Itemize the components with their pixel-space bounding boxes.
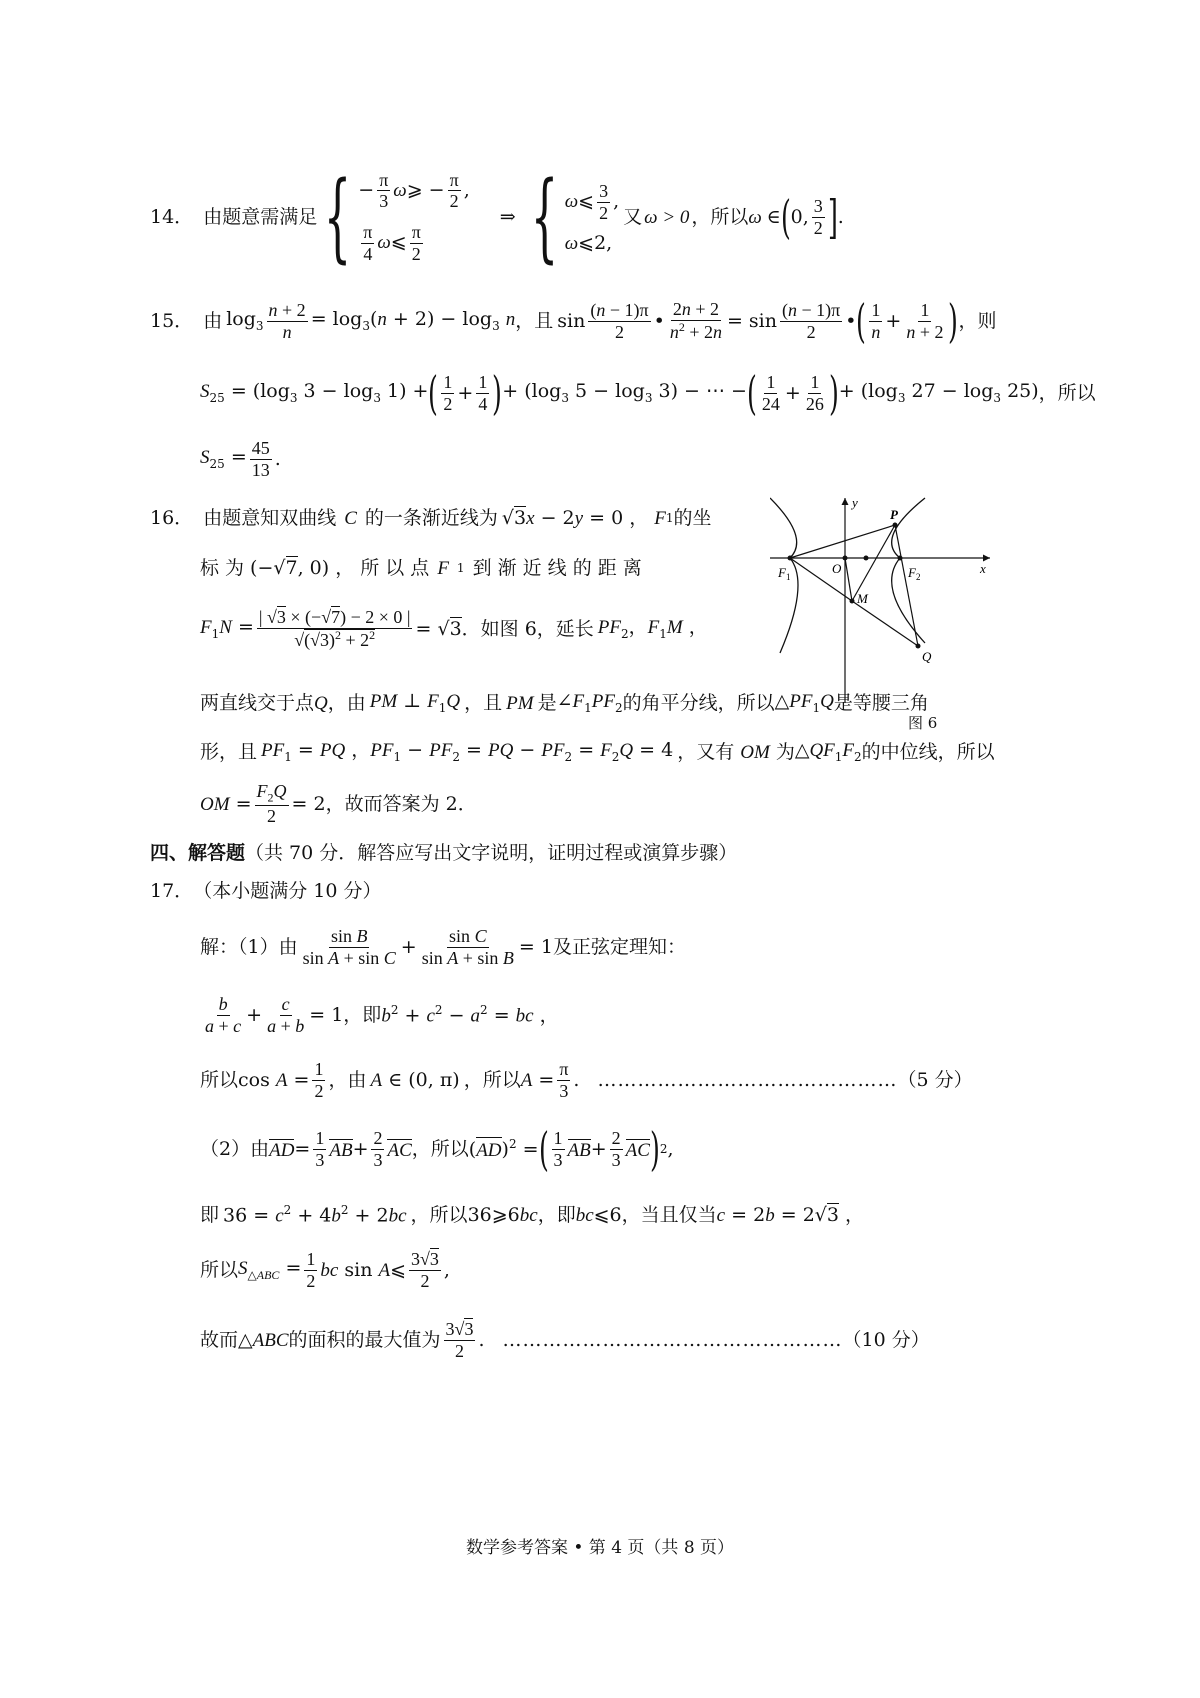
- q16-text-1: 由题意知双曲线: [203, 506, 337, 529]
- q16-text-6b: ，故而答案为 2．: [325, 792, 477, 815]
- q17-line-7: 故而 △ABC 的面积的最大值为 $\frac{3√3}{2}$ . …………………………………………… （10 分）: [200, 1318, 930, 1361]
- q16-text-2b: ， 所 以 点: [335, 556, 430, 579]
- point-F2: [898, 556, 903, 561]
- q17-sol-4a: （2）由: [200, 1137, 270, 1160]
- q17-line-3: 所以 cos A = $\frac{1}{2}$ ，由 A ∈ (0, π) ，所以 A = $\frac{\pi}{3}$ . ……………………………………… （5 分）: [200, 1058, 973, 1101]
- q16-text-5d: 的中位线，所以: [861, 740, 995, 763]
- q14-result: ω ∈: [748, 206, 781, 228]
- q17-sol-6a: 所以: [200, 1258, 239, 1281]
- q17-sol-5d: ，当且仅当: [621, 1203, 717, 1226]
- label-y: y: [852, 495, 858, 510]
- q17-line-4: （2）由 AD = $\frac{1}{3}$ AB + $\frac{2}{3}$ AC ，所以 (AD)$^2$ = ( $\frac{1}{3}$ AB + $\frac{2}{3}$ AC ) 2 ,: [200, 1122, 674, 1176]
- q17-sol-7a: 故而: [200, 1328, 239, 1351]
- section-4-heading: [150, 838, 737, 868]
- q17-sol-5a: 即: [200, 1203, 220, 1226]
- q17-line-2: $\frac{b}{a + c}$ + $\frac{c}{a + b}$ = 1 ，即 $b^2 + c^2 - a^2$ = bc ，: [205, 993, 559, 1036]
- point-F1: [788, 556, 793, 561]
- q16-line-3: $F_1N$ = $\frac{| √3 \times (-√7) - 2 \times 0 |}{√(√3)^2 + 2^2}$ = √3 ．如图 6，延长 $PF_2$，$F_1M$ ，: [200, 607, 708, 650]
- q15-number: 15．: [150, 309, 194, 332]
- q17-sol-3c: ，所以: [463, 1068, 521, 1091]
- q15-by: 由: [203, 309, 223, 332]
- q17-sol-2: ，即: [343, 1003, 382, 1026]
- q17-points: （本小题满分 10 分）: [193, 879, 382, 902]
- label-O: O: [832, 561, 842, 576]
- q17-number: 17．: [150, 879, 194, 902]
- label-F2: F: [908, 565, 916, 580]
- q16-text-4b: ，由: [327, 691, 366, 714]
- q16-text-4d: 是: [537, 691, 557, 714]
- q15-line-1: 15． 由 $\log_3$ $\frac{n + 2}{n}$ = $\log_3(n + 2) - \log_3 n$ ，且 sin $\frac{(n - 1)\pi}{2}$ • $\frac{2n + 2}{n^2 + 2n}$ = sin $\frac{(n - 1)\pi}{2}$ • ( $\frac{1}{n}$ + $\frac{1}{n + 2}$ ) ，则: [150, 294, 997, 348]
- segment-MQ: [852, 601, 918, 646]
- q16-text-4: 两直线交于点: [200, 691, 315, 714]
- page-footer: 数学参考答案 • 第 4 页（共 8 页）: [465, 1538, 735, 1558]
- q17-sol-5b: ，所以: [410, 1203, 468, 1226]
- q16-text-4c: ，且: [464, 691, 503, 714]
- q17-sol-1b: 及正弦定理知：: [552, 935, 686, 958]
- q17-dots-2: ……………………………………………: [502, 1328, 843, 1351]
- section-4-note: （共 70 分．解答应写出文字说明，证明过程或演算步骤）: [245, 841, 738, 864]
- q17-sol-1a: 解：（1）由: [200, 935, 298, 958]
- q17-line-6: 所以 $S_{\triangle ABC}$ = $\frac{1}{2}$ bc sin A⩽ $\frac{3√3}{2}$ ,: [200, 1248, 450, 1291]
- label-F1: F: [778, 565, 786, 580]
- segment-PQ: [895, 525, 918, 646]
- q15-and: ，且: [515, 309, 554, 332]
- q16-number: 16．: [150, 506, 194, 529]
- q16-text-4e: 的角平分线，所以: [622, 691, 775, 714]
- section-4-title: 四、解答题: [150, 841, 246, 864]
- q17-score-2: （10 分）: [842, 1328, 930, 1351]
- q15-line-2: $S_{25} = (\log_3$ $3 - \log_3 1$) + ( $\frac{1}{2}$ + $\frac{1}{4}$ ) + ($\log_3$ $5 - \log_3 3$) − ⋯ − ( $\frac{1}{24}$ + $\frac{1}{26}$ ) + ($\log_3$ $27 - \log_3 25$) ，所以: [200, 366, 1096, 420]
- q14-number: 14．: [150, 205, 194, 228]
- q17-header: [150, 876, 381, 906]
- q17-dots-1: ………………………………………: [597, 1068, 898, 1091]
- point-M: [850, 599, 855, 604]
- point-O: [843, 556, 848, 561]
- q15-so: ，所以: [1038, 381, 1096, 404]
- point-P: [893, 523, 898, 528]
- q16-text-5c: 为: [775, 740, 795, 763]
- q17-sol-5c: ，即: [537, 1203, 576, 1226]
- q17-sol-3a: 所以: [200, 1068, 239, 1091]
- q16-text-4f: 是等腰三角: [833, 691, 929, 714]
- q17-sol-7b: 的面积的最大值为: [288, 1328, 441, 1351]
- q17-line-1: 解：（1）由 $\frac{\text{sin B}}{\text{sin A + sin C}}$ + $\frac{\text{sin C}}{\text{sin A + sin B}}$ = 1 及正弦定理知：: [200, 925, 686, 968]
- q14-right-brace: {: [530, 161, 558, 273]
- q16-line-4: 两直线交于点 Q ，由 PM ⊥ $F_1Q$ ，且 PM 是 $\angle F_1PF_2$ 的角平分线，所以 $\triangle PF_1Q$ 是等腰三角: [200, 690, 929, 715]
- q16-text-5b: ，又有: [677, 740, 735, 763]
- q16-text-5: 形，且: [200, 740, 258, 763]
- q14-implies: ⇒: [499, 205, 516, 228]
- q17-score-1: （5 分）: [897, 1068, 973, 1091]
- segment-OM: [845, 558, 852, 601]
- q16-text-3b: ．如图 6，延长: [461, 617, 594, 640]
- q14-lead-text: 由题意需满足: [203, 205, 318, 228]
- q17-sol-4b: ，所以: [411, 1137, 469, 1160]
- q14-so: ，所以: [691, 205, 749, 228]
- figure-caption: 图 6: [908, 714, 938, 732]
- q16-text-2a: 标 为: [200, 556, 245, 579]
- point-Q: [916, 644, 921, 649]
- q14-system-1: − $\frac{\pi}{3}$ ω⩾ − $\frac{\pi}{2}$ , $\frac{\pi}{4}$ ω⩽ $\frac{\pi}{2}$: [358, 169, 470, 264]
- label-x: x: [980, 561, 986, 576]
- q14-left-brace: {: [323, 161, 352, 273]
- q16-line-5: 形，且 $PF_1$ = PQ ，$PF_1 - PF_2$ = PQ − $PF_2 = F_2Q = 4$ ，又有 OM 为 $\triangle QF_1F_2$ 的中位线，所以: [200, 739, 995, 764]
- q14-system-2: ω⩽ $\frac{3}{2}$ , ω⩽2,: [564, 181, 620, 254]
- q17-line-5: 即 $36 = c^2 + 4b^2 + 2bc$ ，所以 36⩾6bc ，即 bc⩽6 ，当且仅当 c = 2b = 2√3 ，: [200, 1203, 865, 1227]
- label-P: P: [890, 507, 898, 522]
- segment-F1M: [790, 558, 852, 601]
- point-mid: [864, 556, 869, 561]
- q16-curve-C: C: [344, 507, 357, 529]
- q14-line: 14． 由题意需满足 { − $\frac{\pi}{3}$ ω⩾ − $\frac{\pi}{2}$ , $\frac{\pi}{4}$ ω⩽ $\frac{\pi}{2}$ ⇒ { ω⩽ $\frac{3}{2}$ , ω⩽2, 又 ω > 0 ，所以 ω ∈ ( 0, $\frac{3}{2}$ ] .: [150, 161, 844, 273]
- q16-line-6: OM = $\frac{F_2Q}{2}$ = 2 ，故而答案为 2．: [200, 780, 477, 827]
- label-Q: Q: [922, 649, 932, 664]
- q15-then: ，则: [958, 309, 997, 332]
- label-M: M: [857, 591, 868, 606]
- q17-sol-3b: ，由: [328, 1068, 367, 1091]
- q16-text-1c: 的坐: [673, 506, 712, 529]
- q14-and: 又: [623, 205, 643, 228]
- q16-line-2: 标 为 (−√7, 0) ， 所 以 点 F 1 到 渐 近 线 的 距 离: [200, 556, 642, 579]
- svg-text:2: 2: [916, 572, 921, 582]
- q16-line-1: 16． 由题意知双曲线 C 的一条渐近线为 √3x − 2y = 0 ， F 1 的坐: [150, 506, 712, 529]
- q14-omega-positive: ω > 0: [644, 206, 690, 228]
- svg-text:1: 1: [786, 572, 791, 582]
- q15-line-3: $S_{25}$ = $\frac{45}{13}$ .: [200, 437, 281, 480]
- q16-text-2c: 到 渐 近 线 的 距 离: [472, 556, 642, 579]
- q16-text-1b: 的一条渐近线为: [364, 506, 498, 529]
